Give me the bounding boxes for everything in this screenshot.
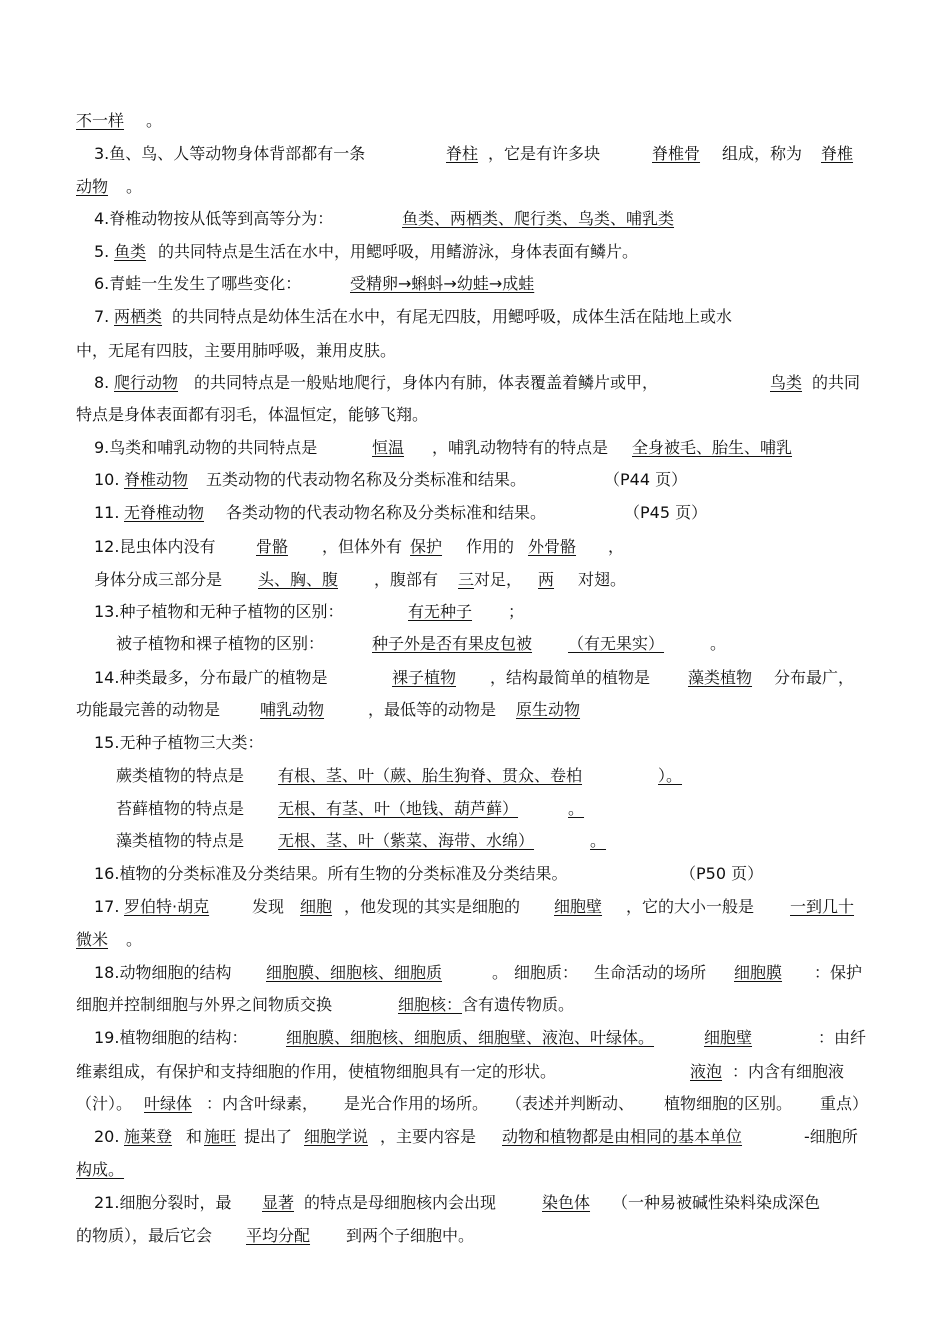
text-segment: 提出了	[244, 1127, 293, 1146]
answer-blank: 细胞膜、细胞核、细胞质、细胞壁、液泡、叶绿体。	[286, 1028, 655, 1047]
answer-blank: 鱼类	[114, 242, 147, 261]
answer-blank: 保护	[410, 537, 443, 556]
text-segment: ，他发现的其实是细胞的	[344, 897, 521, 916]
answer-blank: 三	[458, 570, 475, 589]
text-segment: 和	[186, 1127, 203, 1146]
text-segment: 。	[126, 177, 143, 196]
answer-blank: 显著	[262, 1193, 295, 1212]
text-segment: ，但体外有	[322, 537, 403, 556]
answer-blank: 脊椎	[821, 144, 854, 163]
text-segment: （P50 页）	[680, 864, 764, 883]
answer-blank: 动物	[76, 177, 109, 196]
text-segment: 。	[126, 930, 143, 949]
text-segment: ，哺乳动物特有的特点是	[432, 438, 609, 457]
text-segment: 4.脊椎动物按从低等到高等分为：	[94, 209, 334, 228]
text-segment: 身体分成三部分是	[94, 570, 223, 589]
text-segment: 对足，	[474, 570, 523, 589]
text-segment: 含有遗传物质。	[462, 995, 575, 1014]
text-segment: 3.鱼、鸟、人等动物身体背部都有一条	[94, 144, 366, 163]
text-segment: 21.细胞分裂时，最	[94, 1193, 232, 1212]
text-segment: ，结构最简单的植物是	[490, 668, 651, 687]
answer-blank: 全身被毛、胎生、哺乳	[632, 438, 793, 457]
answer-blank: 。	[590, 831, 607, 850]
answer-blank: 鸟类	[770, 373, 803, 392]
text-segment: 12.昆虫体内没有	[94, 537, 216, 556]
text-segment: ，腹部有	[374, 570, 439, 589]
text-segment: ：保护	[814, 963, 863, 982]
text-segment: 特点是身体表面都有羽毛，体温恒定，能够飞翔。	[76, 405, 429, 424]
text-segment: （表述并判断动、	[506, 1094, 635, 1113]
answer-blank: 。	[568, 799, 585, 818]
answer-blank: （有无果实）	[568, 634, 665, 653]
answer-blank: 爬行动物	[114, 373, 179, 392]
text-segment: 植物细胞的区别。	[664, 1094, 793, 1113]
answer-blank: 受精卵→蝌蚪→幼蛙→成蛙	[350, 274, 535, 293]
answer-blank: 有根、茎、叶（蕨、胎生狗脊、贯众、卷柏	[278, 766, 583, 785]
text-segment: 10.	[94, 470, 120, 489]
answer-blank: 细胞壁	[704, 1028, 753, 1047]
answer-blank: 细胞壁	[554, 897, 603, 916]
text-segment: 17.	[94, 897, 120, 916]
text-segment: 。	[492, 963, 509, 982]
answer-blank: 种子外是否有果皮包被	[372, 634, 533, 653]
text-segment: （P45 页）	[624, 503, 708, 522]
text-segment: 分布最广，	[774, 668, 855, 687]
answer-blank: 构成。	[76, 1160, 125, 1179]
text-segment: 的共同特点是幼体生活在水中，有尾无四肢，用鳃呼吸，成体生活在陆地上或水	[172, 307, 733, 326]
text-segment: 生命活动的场所	[594, 963, 707, 982]
text-segment: 被子植物和裸子植物的区别：	[116, 634, 325, 653]
text-segment: 重点）	[820, 1094, 869, 1113]
text-segment: 作用的	[466, 537, 515, 556]
text-segment: 。	[146, 111, 163, 130]
answer-blank: 一到几十	[790, 897, 855, 916]
answer-blank: 有无种子	[408, 602, 473, 621]
answer-blank: 不一样	[76, 111, 125, 130]
text-segment: 发现	[252, 897, 285, 916]
text-segment: ，它是有许多块	[488, 144, 601, 163]
answer-blank: 恒温	[372, 438, 405, 457]
answer-blank: 罗伯特·胡克	[124, 897, 210, 916]
text-segment: 5.	[94, 242, 110, 261]
text-segment: 的共同特点是一般贴地爬行，身体内有肺，体表覆盖着鳞片或甲，	[194, 373, 659, 392]
text-segment: ，	[608, 537, 625, 556]
text-segment: 15.无种子植物三大类：	[94, 733, 264, 752]
text-segment: （汁）。	[76, 1094, 133, 1113]
answer-blank: 无根、有茎、叶（地钱、葫芦藓）	[278, 799, 519, 818]
text-segment: ：内含叶绿素，	[206, 1094, 319, 1113]
answer-blank: 外骨骼	[528, 537, 577, 556]
text-segment: 的特点是母细胞核内会出现	[304, 1193, 497, 1212]
answer-blank: 液泡	[690, 1062, 723, 1081]
text-segment: ；	[508, 602, 525, 621]
answer-blank: 细胞膜、细胞核、细胞质	[266, 963, 443, 982]
answer-blank: 脊椎动物	[124, 470, 189, 489]
text-segment: 组成，称为	[722, 144, 803, 163]
answer-blank: 藻类植物	[688, 668, 753, 687]
text-segment: 到两个子细胞中。	[346, 1226, 475, 1245]
text-segment: 五类动物的代表动物名称及分类标准和结果。	[206, 470, 527, 489]
text-segment: 对翅。	[578, 570, 627, 589]
text-segment: 14.种类最多，分布最广的植物是	[94, 668, 328, 687]
answer-blank: 施莱登	[124, 1127, 173, 1146]
answer-blank: 哺乳动物	[260, 700, 325, 719]
answer-blank: 骨骼	[256, 537, 289, 556]
text-segment: 6.青蛙一生发生了哪些变化：	[94, 274, 302, 293]
text-segment: 细胞并控制细胞与外界之间物质交换	[76, 995, 333, 1014]
answer-blank: 动物和植物都是由相同的基本单位	[502, 1127, 743, 1146]
text-segment: ，最低等的动物是	[368, 700, 497, 719]
text-segment: ，主要内容是	[380, 1127, 477, 1146]
answer-blank: 原生动物	[516, 700, 581, 719]
text-segment: 的共同特点是生活在水中，用鳃呼吸，用鳍游泳，身体表面有鳞片。	[158, 242, 639, 261]
answer-blank: 无根、茎、叶（紫菜、海带、水绵）	[278, 831, 535, 850]
text-segment: （P44 页）	[604, 470, 688, 489]
answer-blank: 两	[538, 570, 555, 589]
text-segment: 苔藓植物的特点是	[116, 799, 245, 818]
text-segment: 9.鸟类和哺乳动物的共同特点是	[94, 438, 318, 457]
text-segment: 11.	[94, 503, 120, 522]
answer-blank: 无脊椎动物	[124, 503, 205, 522]
text-segment: 细胞质：	[514, 963, 579, 982]
text-segment: 20.	[94, 1127, 120, 1146]
text-segment: 是光合作用的场所。	[344, 1094, 489, 1113]
answer-blank: 细胞膜	[734, 963, 783, 982]
text-segment: 8.	[94, 373, 110, 392]
answer-blank: 细胞核：	[398, 995, 463, 1014]
text-segment: ，它的大小一般是	[626, 897, 755, 916]
answer-blank: 细胞	[300, 897, 333, 916]
text-segment: ：内含有细胞液	[732, 1062, 845, 1081]
text-segment: ：由纤	[818, 1028, 867, 1047]
answer-blank: 鱼类、两栖类、爬行类、鸟类、哺乳类	[402, 209, 675, 228]
text-segment: 13.种子植物和无种子植物的区别：	[94, 602, 344, 621]
text-segment: 。	[710, 634, 727, 653]
answer-blank: 平均分配	[246, 1226, 311, 1245]
text-segment: 的共同	[812, 373, 861, 392]
answer-blank: 脊椎骨	[652, 144, 701, 163]
answer-blank: 微米	[76, 930, 109, 949]
text-segment: 18.动物细胞的结构	[94, 963, 232, 982]
text-segment: 的物质），最后它会	[76, 1226, 213, 1245]
text-segment: 7.	[94, 307, 110, 326]
answer-blank: 脊柱	[446, 144, 479, 163]
text-segment: 蕨类植物的特点是	[116, 766, 245, 785]
answer-blank: 叶绿体	[144, 1094, 193, 1113]
text-segment: 各类动物的代表动物名称及分类标准和结果。	[226, 503, 547, 522]
answer-blank: ）。	[658, 766, 683, 785]
text-segment: 中，无尾有四肢，主要用肺呼吸，兼用皮肤。	[76, 341, 397, 360]
text-segment: 维素组成，有保护和支持细胞的作用，使植物细胞具有一定的形状。	[76, 1062, 557, 1081]
text-segment: 藻类植物的特点是	[116, 831, 245, 850]
answer-blank: 头、胸、腹	[258, 570, 339, 589]
text-segment: 19.植物细胞的结构：	[94, 1028, 248, 1047]
text-segment: 功能最完善的动物是	[76, 700, 221, 719]
text-segment: （一种易被碱性染料染成深色	[612, 1193, 821, 1212]
answer-blank: 染色体	[542, 1193, 591, 1212]
answer-blank: 细胞学说	[304, 1127, 369, 1146]
answer-blank: 施旺	[204, 1127, 237, 1146]
text-segment: -细胞所	[804, 1127, 858, 1146]
text-segment: 16.植物的分类标准及分类结果。所有生物的分类标准及分类结果。	[94, 864, 568, 883]
answer-blank: 两栖类	[114, 307, 163, 326]
answer-blank: 裸子植物	[392, 668, 457, 687]
